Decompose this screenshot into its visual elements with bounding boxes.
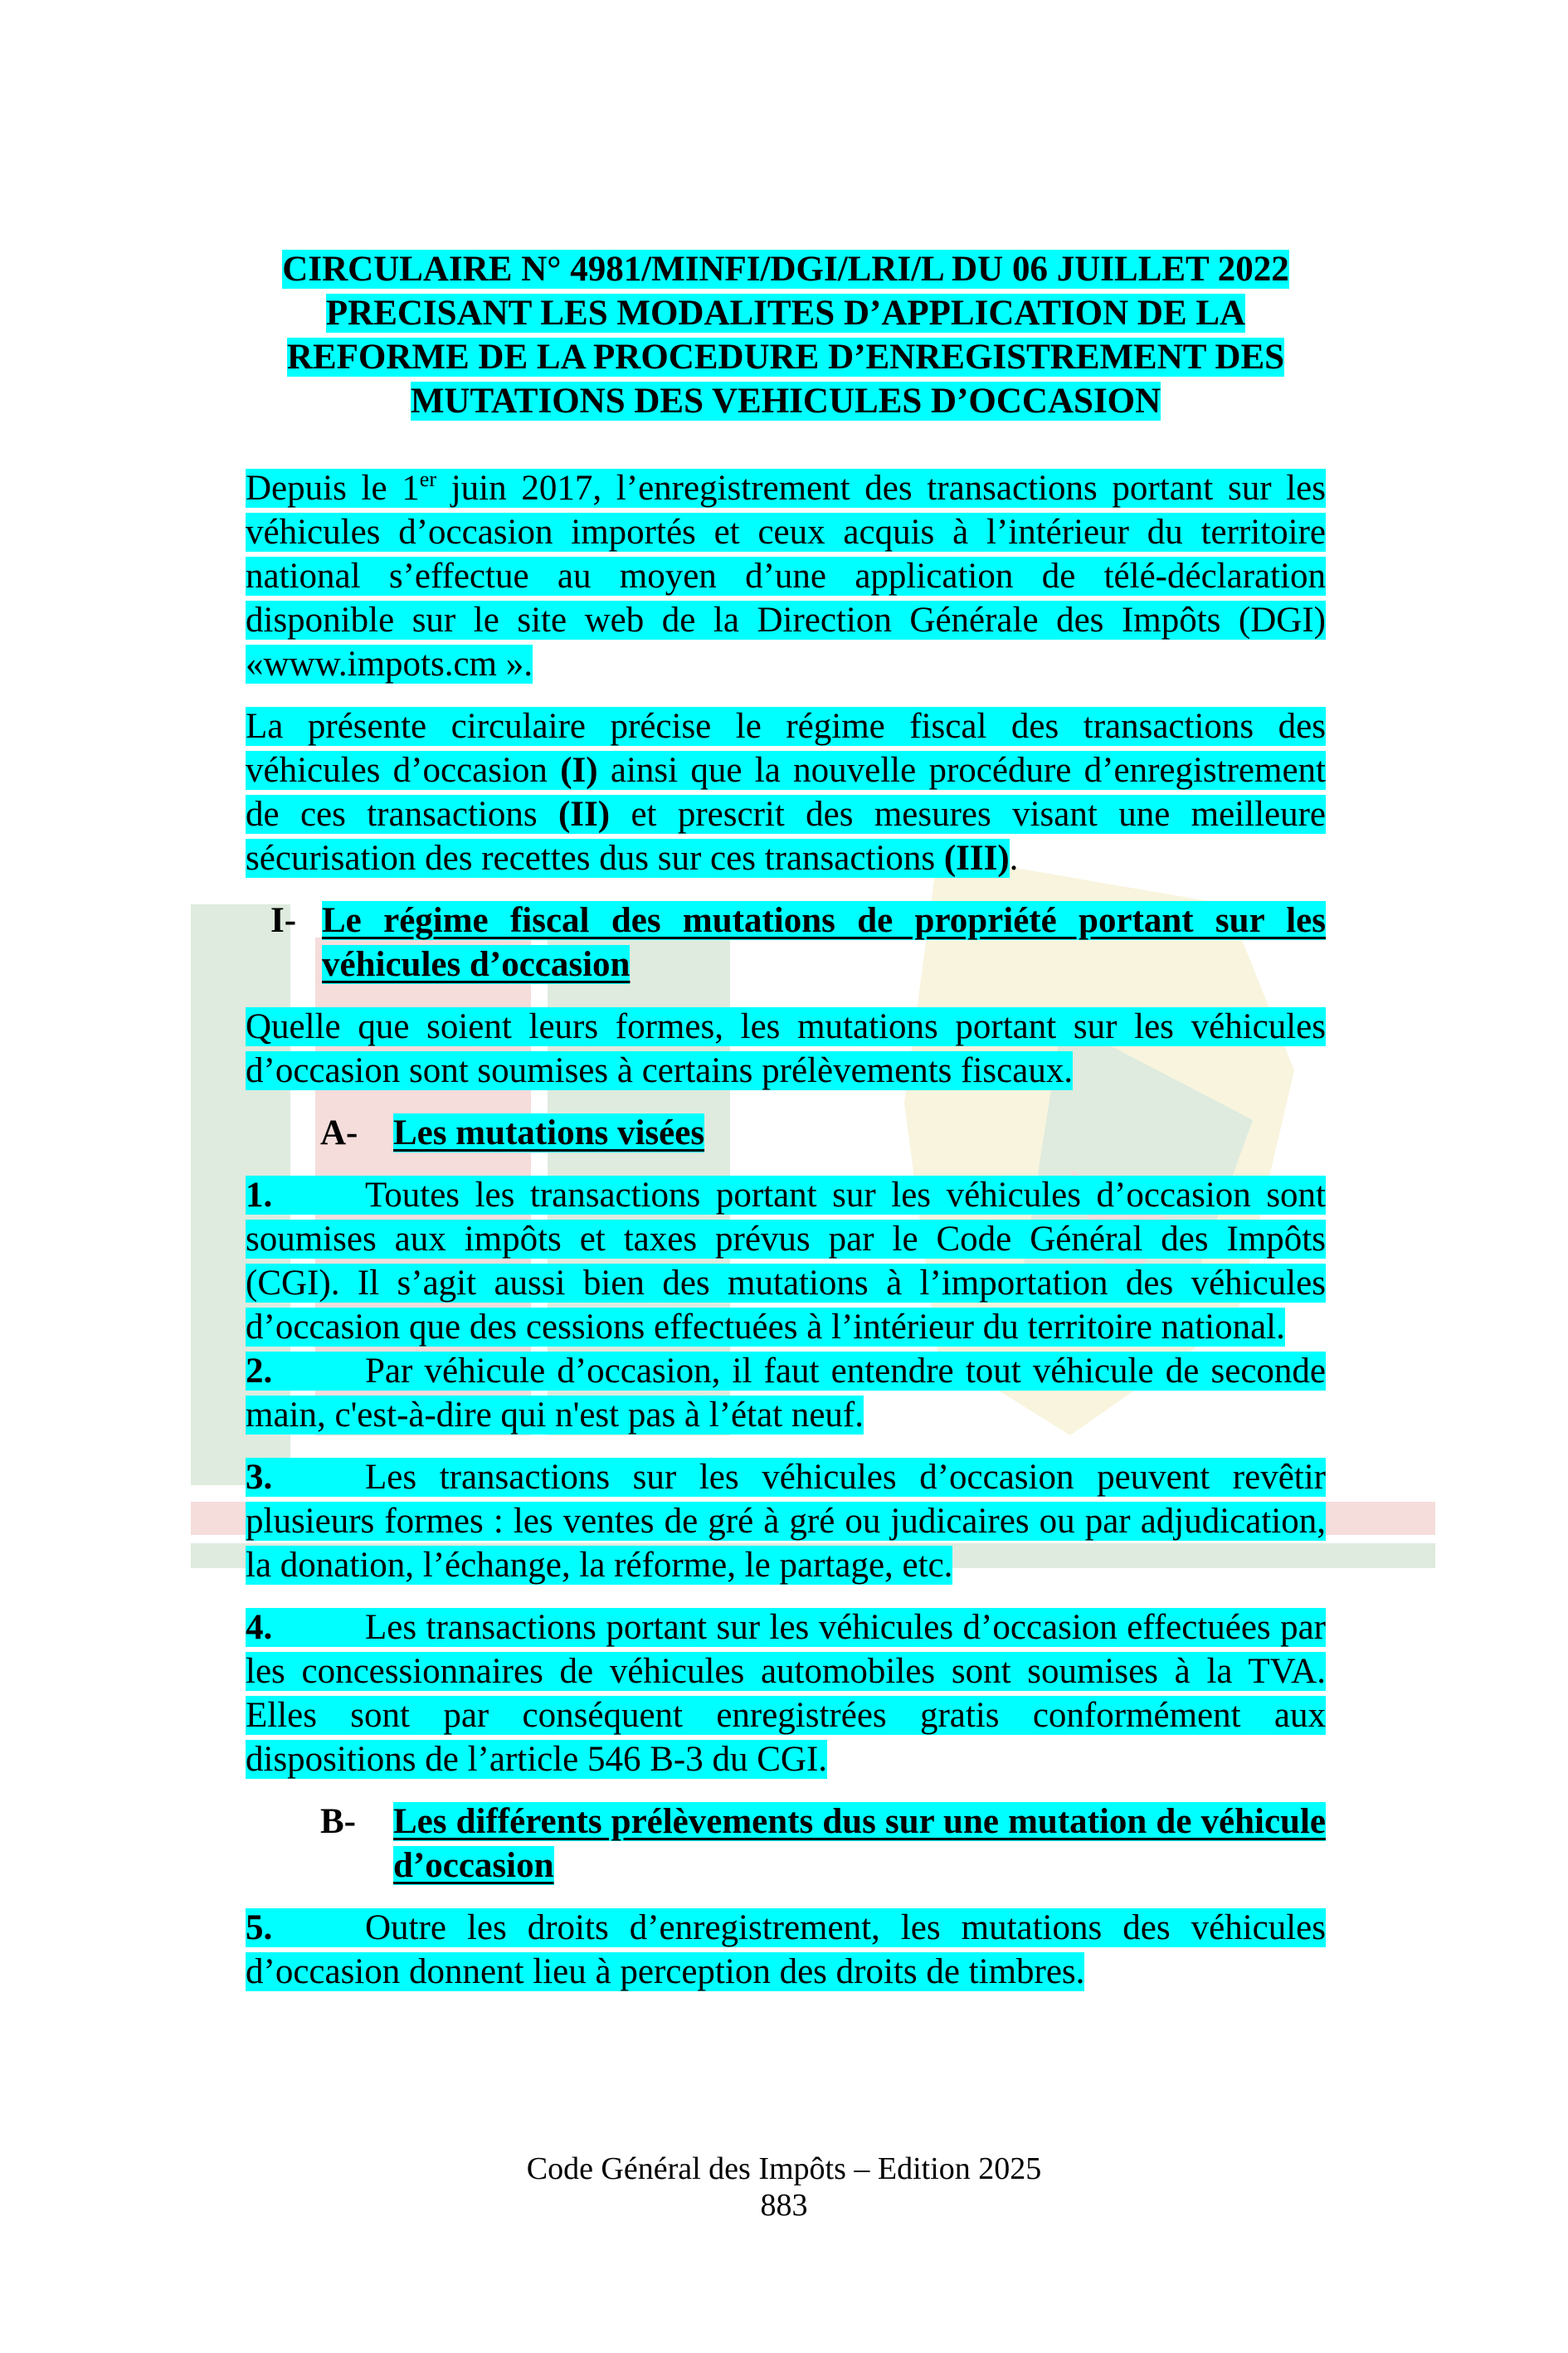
reference-I: (I): [560, 751, 598, 790]
reference-II: (II): [558, 795, 611, 834]
title-line: REFORME DE LA PROCEDURE D’ENREGISTREMENT DES: [286, 338, 1285, 377]
intro-superscript: er: [419, 467, 436, 491]
item-number: 5.: [246, 1908, 273, 1947]
intro-paragraph: [246, 466, 1326, 686]
item-number: 2.: [246, 1352, 273, 1391]
numbered-item-5: [246, 1906, 1326, 1994]
circular-title: [246, 247, 1326, 423]
intro-text-rest: juin 2017, l’enregistrement des transactions portant sur les véhicules d’occasion importés et ceux acquis à l’intérieur du territoire national s’effectue au moyen d’une application de télé-déclaration disponible sur le site web de la Direction Générale des Impôts (DGI) «www.impots.cm ».: [246, 469, 1326, 684]
item-text: Toutes les transactions portant sur les véhicules d’occasion sont soumises aux impôts et taxes prévus par le Code Général des Impôts (CGI). Il s’agit aussi bien des mutations à l’importation des véhicules d’occasion que des cessions effectuées à l’intérieur du territoire national.: [246, 1176, 1326, 1347]
reference-III: (III): [943, 839, 1010, 878]
section-A-title: Les mutations visées: [393, 1113, 705, 1152]
presentation-text: La présente circulaire précise le régime fiscal des transactions des véhicules d’occasion: [246, 707, 1326, 790]
section-B-mark: B-: [320, 1802, 356, 1841]
presentation-text: et prescrit des mesures visant une meilleure sécurisation des recettes dus sur ces transactions: [246, 795, 1327, 878]
presentation-text-end: .: [1009, 839, 1019, 878]
item-number: 3.: [246, 1458, 273, 1497]
section-I-mark: I-: [270, 901, 297, 940]
presentation-text: ainsi que la nouvelle procédure d’enregistrement de ces transactions: [246, 751, 1326, 834]
item-number: 1.: [246, 1176, 273, 1215]
item-text: Les transactions sur les véhicules d’occasion peuvent revêtir plusieurs formes : les ventes de gré à gré ou judicaires ou par adjudication, la donation, l’échange, la réforme, le partage, etc.: [246, 1458, 1326, 1585]
item-text: Outre les droits d’enregistrement, les mutations des véhicules d’occasion donnent lieu à perception des droits de timbres.: [246, 1908, 1326, 1991]
section-A-mark: A-: [320, 1113, 358, 1152]
numbered-item-4: [246, 1605, 1326, 1781]
numbered-item-2: [246, 1349, 1326, 1437]
document-body: [246, 247, 1326, 2012]
numbered-item-1: [246, 1173, 1326, 1349]
section-A-heading: [246, 1111, 1326, 1155]
page-footer: [0, 2151, 1568, 2224]
page-number: 883: [760, 2188, 808, 2223]
section-B-title: Les différents prélèvements dus sur une mutation de véhicule d’occasion: [393, 1802, 1326, 1885]
presentation-paragraph: [246, 704, 1326, 880]
item-number: 4.: [246, 1608, 273, 1647]
title-line: MUTATIONS DES VEHICULES D’OCCASION: [410, 382, 1161, 421]
section-B-heading: [246, 1800, 1326, 1888]
section-I-heading: [246, 899, 1326, 987]
title-line: PRECISANT LES MODALITES D’APPLICATION DE LA: [325, 294, 1246, 333]
section-I-title: Le régime fiscal des mutations de propriété portant sur les véhicules d’occasion: [322, 901, 1326, 984]
intro-text-start: Depuis le 1: [246, 469, 420, 508]
item-text: Par véhicule d’occasion, il faut entendre tout véhicule de seconde main, c'est-à-dire qui n'est pas à l’état neuf.: [246, 1352, 1326, 1435]
item-text: Les transactions portant sur les véhicules d’occasion effectuées par les concessionnaires de véhicules automobiles sont soumises à la TVA. Elles sont par conséquent enregistrées gratis conformément aux dispositions de l’article 546 B-3 du CGI.: [246, 1608, 1326, 1779]
title-line: CIRCULAIRE N° 4981/MINFI/DGI/LRI/L DU 06 JUILLET 2022: [282, 250, 1289, 289]
footer-edition: Code Général des Impôts – Edition 2025: [526, 2151, 1042, 2186]
numbered-item-3: [246, 1455, 1326, 1587]
section-I-intro: [246, 1005, 1326, 1093]
section-I-intro-text: Quelle que soient leurs formes, les mutations portant sur les véhicules d’occasion sont soumises à certains prélèvements fiscaux.: [246, 1007, 1326, 1090]
